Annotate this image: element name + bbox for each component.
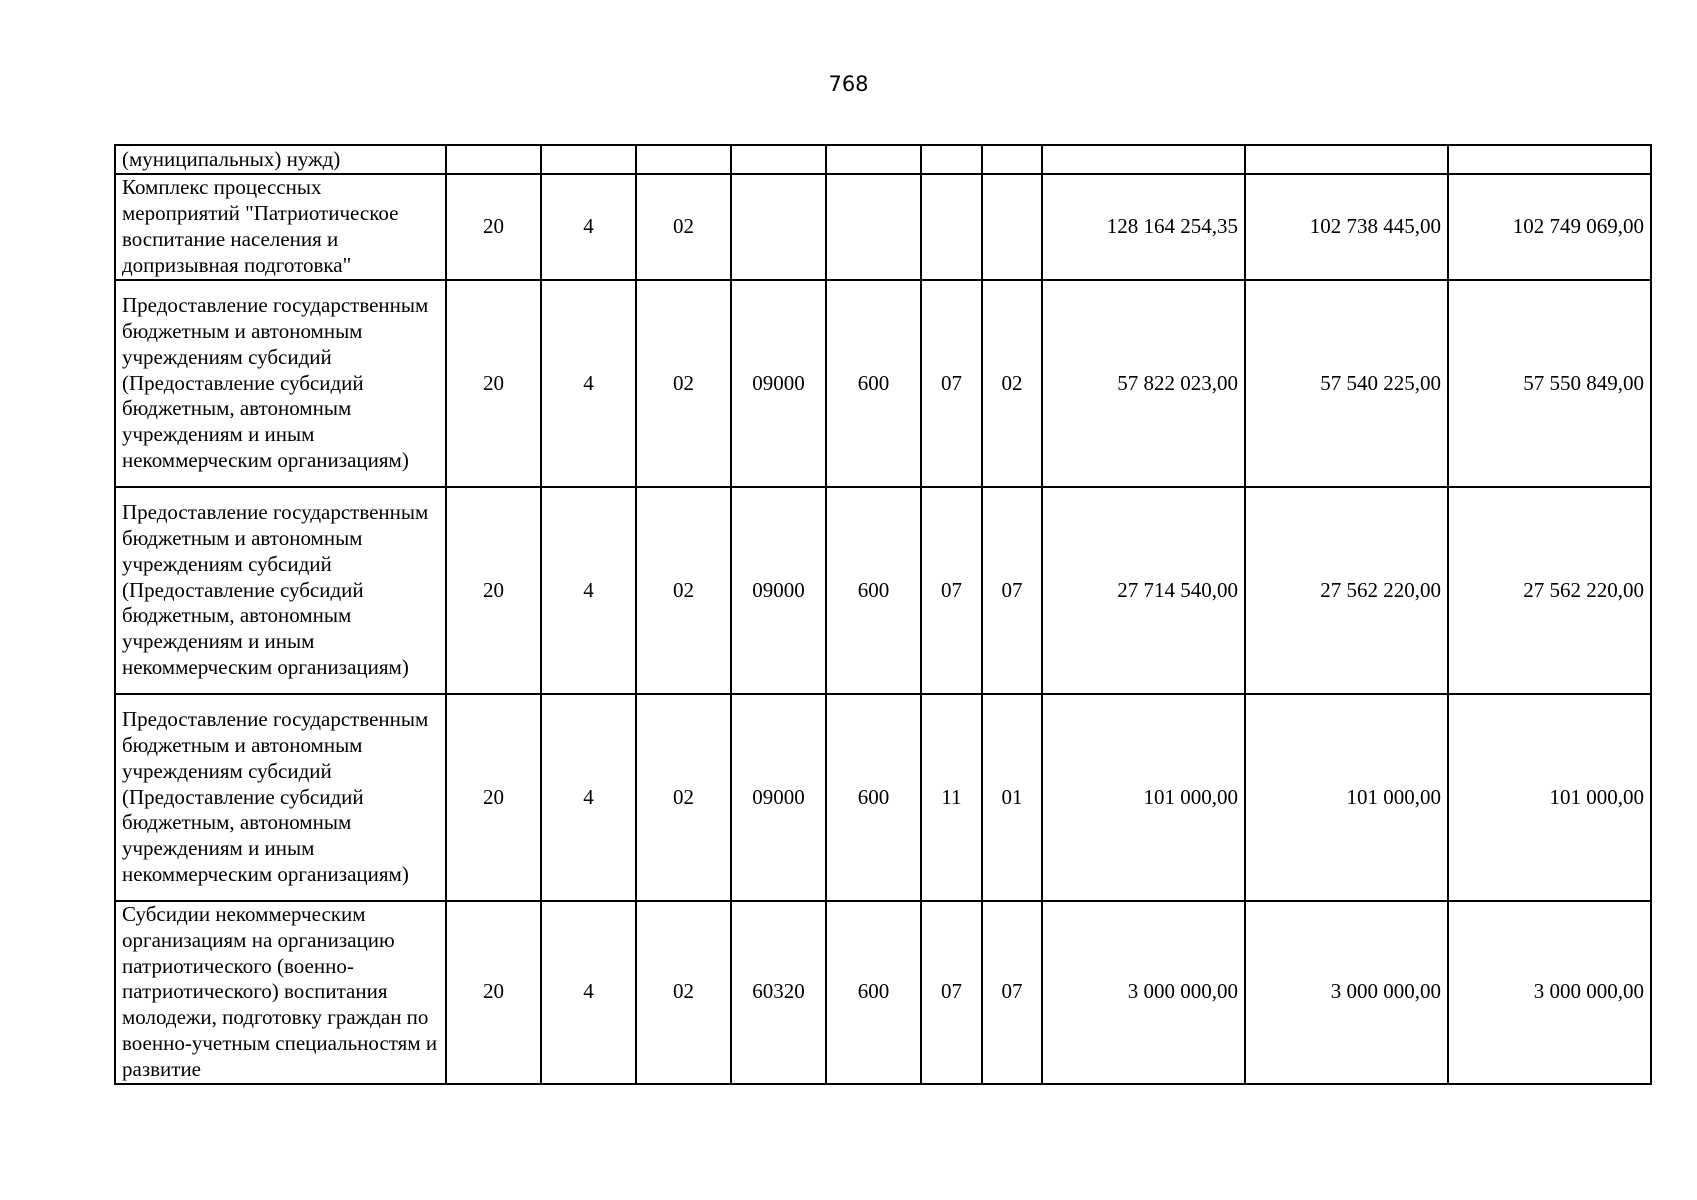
amount-cell: 101 000,00 bbox=[1042, 694, 1245, 901]
row-name-cell: Предоставление государственным бюджетным и автономным учреждениям субсидий (Предоставление субсидий бюджетным, автономным учреждениям и иным некоммерческим организациям) bbox=[115, 694, 446, 901]
code-cell: 07 bbox=[921, 901, 982, 1084]
code-cell bbox=[982, 145, 1042, 174]
code-cell bbox=[826, 145, 921, 174]
row-name-cell: Комплекс процессных мероприятий "Патриотическое воспитание населения и допризывная подготовка" bbox=[115, 174, 446, 280]
code-cell: 600 bbox=[826, 487, 921, 694]
amount-cell: 101 000,00 bbox=[1448, 694, 1651, 901]
code-cell: 02 bbox=[636, 694, 731, 901]
code-cell: 07 bbox=[982, 487, 1042, 694]
code-cell: 09000 bbox=[731, 487, 826, 694]
code-cell: 600 bbox=[826, 901, 921, 1084]
table-row bbox=[115, 280, 1651, 487]
code-cell: 09000 bbox=[731, 280, 826, 487]
code-cell: 600 bbox=[826, 694, 921, 901]
code-cell bbox=[731, 174, 826, 280]
amount-cell: 57 540 225,00 bbox=[1245, 280, 1448, 487]
code-cell bbox=[446, 145, 541, 174]
code-cell bbox=[921, 145, 982, 174]
table-row bbox=[115, 901, 1651, 1084]
row-name-cell: Субсидии некоммерческим организациям на организацию патриотического (военно-патриотического) воспитания молодежи, подготовку граждан по военно-учетным специальностям и развитие bbox=[115, 901, 446, 1084]
code-cell: 07 bbox=[921, 280, 982, 487]
code-cell bbox=[982, 174, 1042, 280]
table-row bbox=[115, 174, 1651, 280]
amount-cell: 27 714 540,00 bbox=[1042, 487, 1245, 694]
amount-cell: 3 000 000,00 bbox=[1042, 901, 1245, 1084]
budget-table bbox=[114, 144, 1652, 1085]
code-cell: 20 bbox=[446, 901, 541, 1084]
code-cell: 4 bbox=[541, 280, 636, 487]
code-cell: 4 bbox=[541, 901, 636, 1084]
code-cell: 4 bbox=[541, 174, 636, 280]
budget-table-body bbox=[115, 145, 1651, 1084]
amount-cell bbox=[1448, 145, 1651, 174]
code-cell: 11 bbox=[921, 694, 982, 901]
code-cell: 02 bbox=[636, 487, 731, 694]
amount-cell: 3 000 000,00 bbox=[1245, 901, 1448, 1084]
code-cell: 600 bbox=[826, 280, 921, 487]
amount-cell bbox=[1245, 145, 1448, 174]
amount-cell: 27 562 220,00 bbox=[1448, 487, 1651, 694]
amount-cell: 102 749 069,00 bbox=[1448, 174, 1651, 280]
code-cell: 02 bbox=[636, 174, 731, 280]
code-cell: 02 bbox=[982, 280, 1042, 487]
code-cell: 02 bbox=[636, 280, 731, 487]
code-cell bbox=[921, 174, 982, 280]
amount-cell: 27 562 220,00 bbox=[1245, 487, 1448, 694]
code-cell bbox=[636, 145, 731, 174]
code-cell: 07 bbox=[982, 901, 1042, 1084]
code-cell: 20 bbox=[446, 694, 541, 901]
amount-cell: 57 822 023,00 bbox=[1042, 280, 1245, 487]
amount-cell bbox=[1042, 145, 1245, 174]
code-cell: 01 bbox=[982, 694, 1042, 901]
code-cell: 4 bbox=[541, 694, 636, 901]
table-row bbox=[115, 487, 1651, 694]
page-number: 768 bbox=[828, 72, 869, 96]
amount-cell: 57 550 849,00 bbox=[1448, 280, 1651, 487]
code-cell bbox=[731, 145, 826, 174]
code-cell: 07 bbox=[921, 487, 982, 694]
row-name-cell: (муниципальных) нужд) bbox=[115, 145, 446, 174]
amount-cell: 128 164 254,35 bbox=[1042, 174, 1245, 280]
code-cell: 02 bbox=[636, 901, 731, 1084]
code-cell: 4 bbox=[541, 487, 636, 694]
code-cell: 60320 bbox=[731, 901, 826, 1084]
code-cell: 20 bbox=[446, 487, 541, 694]
amount-cell: 3 000 000,00 bbox=[1448, 901, 1651, 1084]
code-cell: 20 bbox=[446, 280, 541, 487]
code-cell bbox=[826, 174, 921, 280]
row-name-cell: Предоставление государственным бюджетным и автономным учреждениям субсидий (Предоставление субсидий бюджетным, автономным учреждениям и иным некоммерческим организациям) bbox=[115, 280, 446, 487]
amount-cell: 101 000,00 bbox=[1245, 694, 1448, 901]
table-row bbox=[115, 145, 1651, 174]
code-cell: 20 bbox=[446, 174, 541, 280]
code-cell bbox=[541, 145, 636, 174]
row-name-cell: Предоставление государственным бюджетным и автономным учреждениям субсидий (Предоставление субсидий бюджетным, автономным учреждениям и иным некоммерческим организациям) bbox=[115, 487, 446, 694]
table-row bbox=[115, 694, 1651, 901]
code-cell: 09000 bbox=[731, 694, 826, 901]
amount-cell: 102 738 445,00 bbox=[1245, 174, 1448, 280]
